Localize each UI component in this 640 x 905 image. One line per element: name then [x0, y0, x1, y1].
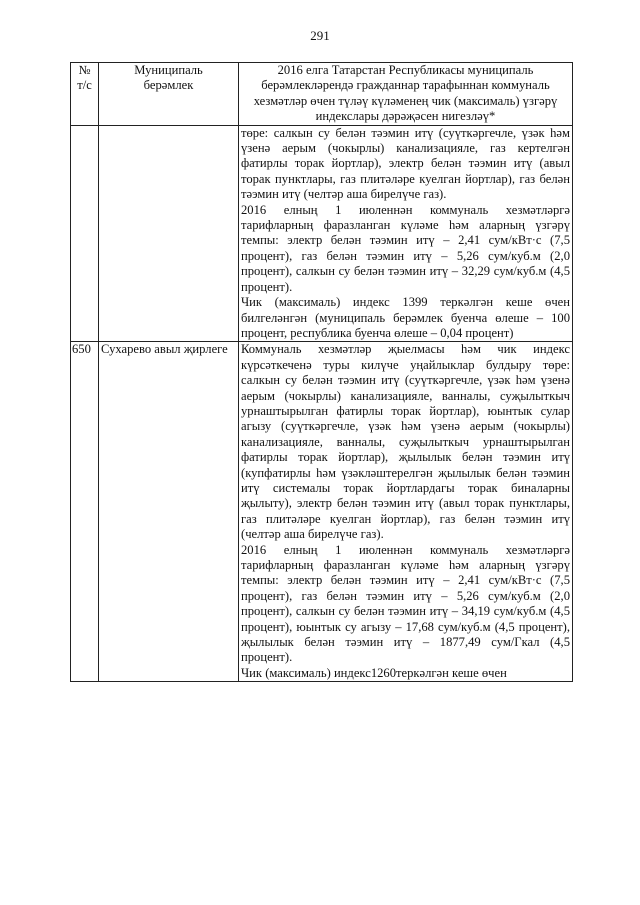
- description-paragraph: Чик (максималь) индекс1260теркәлгән кеше өчен: [241, 665, 507, 680]
- row-number: [71, 125, 99, 342]
- row-municipality: Сухарево авыл җирлеге: [99, 342, 239, 682]
- description-paragraph: Чик (максималь) индекс 1399 теркәлгән кеше өчен билгеләнгән (муниципаль берәмлек буенча өлеше – 100 процент, республика буенча өлеше – 0,04 процент): [241, 295, 570, 340]
- description-paragraph: 2016 елның 1 июленнән коммуналь хезмәтләргә тарифларның фаразланган күләме һәм аларның үзгәрү темпы: электр белән тәэмин итү – 2,41 сум/кВт·с (7,5 процент), газ белән тәэмин итү – 5,26 сум/куб.м (2,0 процент), салкын су белән тәэмин итү – 32,29 сум/куб.м (4,5 процент).: [241, 202, 570, 294]
- row-number: 650: [71, 342, 99, 682]
- row-municipality: [99, 125, 239, 342]
- table-row: [71, 342, 573, 682]
- row-description: [239, 125, 573, 342]
- header-municipality: Муниципаль берәмлек: [99, 63, 239, 126]
- row-description: [239, 342, 573, 682]
- description-paragraph: 2016 елның 1 июленнән коммуналь хезмәтләргә тарифларның фаразланган күләме һәм аларның үзгәрү темпы: электр белән тәэмин итү – 2,41 сум/кВт·с (7,5 процент), газ белән тәэмин итү – 5,26 сум/куб.м (2,0 процент), салкын су белән тәэмин итү – 34,19 сум/куб.м (4,5 процент), юынтык су агызу – 17,68 сум/куб.м (4,5 процент), җылылык белән тәэмин итү – 1877,49 сум/Гкал (4,5 процент).: [241, 542, 570, 665]
- header-number: № т/с: [71, 63, 99, 126]
- header-description: 2016 елга Татарстан Республикасы муниципаль берәмлекләрендә гражданнар тарафыннан коммуналь хезмәтләр өчен түләү күләменең чик (максималь) үзгәрү индекслары дәрәҗәсен нигезләү*: [239, 63, 573, 126]
- table-header-row: [71, 63, 573, 126]
- indices-table: [70, 62, 573, 682]
- page-number: 291: [310, 28, 330, 43]
- table-row: [71, 125, 573, 342]
- description-paragraph: Коммуналь хезмәтләр җыелмасы һәм чик индекс күрсәткеченә туры килүче уңайлыклар булдыру төре: салкын су белән тәэмин итү (суүткәргечле, үзәк һәм үзенә аерым (чокырлы) канализацияле, ванналы, суҗылыткыч урнаштырылган фатирлы торак йортлар), юынтык сулар агызу (суүткәргечле, үзәк һәм үзенә аерым (чокырлы) канализацияле, ванналы, суҗылыткыч урнаштырылган фатирлы торак йортлар), җылылык белән тәэмин итү (купфатирлы һәм үзәкләштерелгән җылылык белән тәэмин итү системалы торак йортлардагы торак биналарны җылыту), электр белән тәэмин итү (авыл торак пунктлары, газ плитәләре куелган йортлар), газ белән тәэмин итү (челтәр аша бирелүче газ).: [241, 342, 570, 542]
- table-body: [71, 125, 573, 682]
- description-paragraph: төре: салкын су белән тәэмин итү (суүткәргечле, үзәк һәм үзенә аерым (чокырлы) канализацияле, газ кертелгән фатирлы торак йортлар), электр белән тәэмин итү (авыл торак пунктлары, газ плитәләре куелган йортлар), газ белән тәэмин итү (челтәр аша бирелүче газ).: [241, 125, 570, 202]
